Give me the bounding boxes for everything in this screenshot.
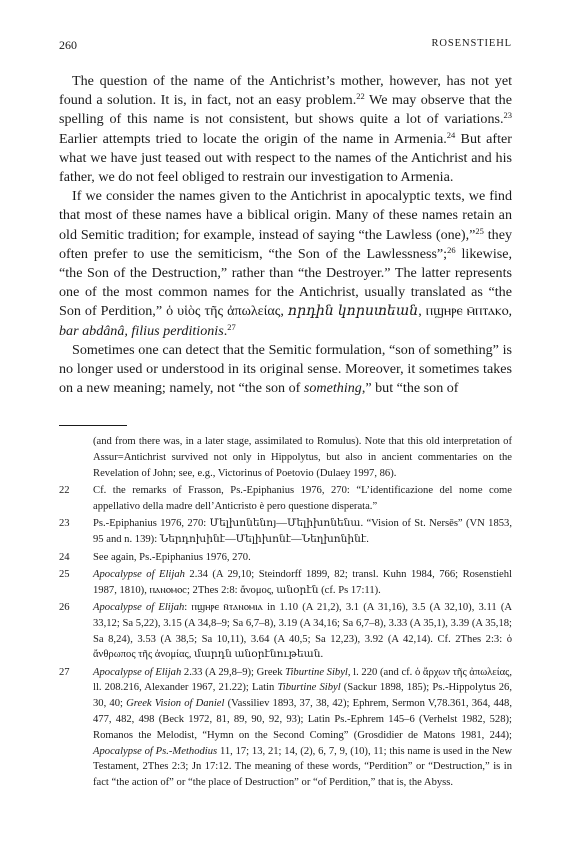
footnote-ref-26[interactable]: 26 <box>447 244 456 255</box>
work-title: Apocalypse of Elijah <box>93 568 185 580</box>
footnote-text: 2.34 (A 29,10; Steindorff 1899, 82; transl. Kuhn 1984, 766; Rosenstiehl 1987, 1810), ⲡⲁⲛⲟⲙⲟⲥ; 2Thes 2:8: ἄνομος, անօրէն (cf. Ps 17:11). <box>93 568 513 596</box>
footnote-number: 25 <box>59 568 70 580</box>
text-run: . <box>223 322 228 339</box>
text-run: likewise, “the Son of the Destruction,” rather than “the Destroyer.” The latter represents one of the most common names for the Antichrist, usually translated as “the Son of Perdition,” ὁ υἱὸς τῆς ἀπωλείας, <box>59 245 512 320</box>
text-run: The question of the name of the Antichrist’s mother, however, has not yet found a solution. It is, in fact, not an easy problem. <box>59 73 512 109</box>
running-head <box>59 38 512 52</box>
emphasis: something <box>303 380 362 397</box>
footnote-ref-22[interactable]: 22 <box>356 91 365 102</box>
footnote-text: See again, Ps.-Epiphanius 1976, 270. <box>93 551 251 563</box>
work-title: Apocalypse of Ps.-Methodius <box>93 745 218 757</box>
footnote-number: 26 <box>59 601 70 613</box>
footnote-text: 2.33 (A 29,8–9); Greek <box>181 666 286 678</box>
armenian-term: որդին կորստեան <box>287 303 419 320</box>
page-number: 260 <box>59 38 77 52</box>
paragraph-3 <box>59 341 512 399</box>
footnote-text: (Vassiliev 1893, 37, 38, 42); Ephrem, Sermon V,78.361, 364, 448, 477, 482, 498 (Beck 1972, 81, 89, 90, 92, 93); Latin Ps.-Ephrem 145–6 (Verhelst 1982, 528); Romanos the Melodist, “Hymn on the Second Coming” (Grosdidier de Matons 1981, 244); <box>93 698 512 741</box>
text-run: Earlier attempts tried to locate the origin of the name in Armenia. <box>59 130 447 147</box>
footnote-text: Ps.-Epiphanius 1976, 270: Մելխոնենոյ—Մելիխոնենա. “Vision of St. Nersēs” (VN 1853, 95 and n. 139): Ներդոխինէ—Մելիխոնէ—Նեղխոնինէ. <box>93 518 512 546</box>
footnote-text: (and from there was, in a later stage, assimilated to Romulus). Note that this old interpretation of Assur=Antichrist survived not only in Hippolytus, but also in ancient commentaries on the Revelation of John; see, e.g., Victorinus of Poetovio (Dulaey 1997, 86). <box>93 436 512 479</box>
text-run: Sometimes one can detect that the Semitic formulation, “son of something” is no longer used or understood in its original sense. Moreover, it sometimes takes on a new meaning; namely, not “the son of <box>59 341 512 397</box>
text-run: ,” but “the son of <box>361 380 459 397</box>
footnote-ref-27[interactable]: 27 <box>227 321 236 332</box>
footnote-ref-24[interactable]: 24 <box>446 129 456 140</box>
text-run: But after what we have just teased out with respect to the names of the Antichrist and his father, we do not feel obliged to restrain our investigation to Armenia. <box>59 130 512 186</box>
work-title: Apocalypse of Elijah <box>93 666 182 678</box>
text-run: If we consider the names given to the Antichrist in apocalyptic texts, we find that most of these names have a biblical origin. Many of these names retain an old Semitic tradition; for example, instead of saying “the Lawless (one),” <box>59 188 512 243</box>
work-title: Apocalypse of Elijah <box>93 601 185 613</box>
footnote-text: Cf. the remarks of Frasson, Ps.-Epiphanius 1976, 270: “L’identificazione del nome come appellativo della madre dell’Anticristo è pero questione disperata.” <box>93 485 512 513</box>
footnote-separator <box>59 425 127 426</box>
footnote-23 <box>59 516 512 548</box>
text-run: We may observe that the spelling of this name is not consistent, but shows quite a lot of variations. <box>59 92 512 128</box>
footnote-ref-25[interactable]: 25 <box>475 225 484 236</box>
work-title: Tiburtine Sibyl <box>277 682 341 694</box>
text-run: they often prefer to use the semiticism, “the Son of the Lawlessness”; <box>59 226 513 262</box>
paragraph-2 <box>59 187 512 341</box>
text-run: , ⲡϣⲏⲣⲉ ⲙ̄ⲡⲧⲁⲕⲟ, <box>418 303 512 320</box>
footnote-number: 22 <box>59 485 70 497</box>
syriac-latin-term: bar abdânâ, filius perditionis <box>59 322 224 339</box>
footnotes <box>59 434 512 793</box>
footnote-text: : ⲡϣⲏⲣⲉ ⲛ̄ⲧⲁⲛⲟⲙⲓⲁ in 1.10 (A 21,2), 3.1 (A 31,16), 3.5 (A 32,10), 3.11 (A 33,12; Sa 5,22), 3.15 (A 34,8–9; Sa 6,7–8), 3.19 (A 34,16; Sa 6,7–8), 3.33 (A 35,1), 3.39 (A 35,18; Sa 8,24), 3.53 (A 38,5; Sa 10,11), 3.64 (A 40,5; Sa 12,23), 3.92 (A 42,14). Cf. 2Thes 2:3: ὁ ἄνθρωπος τῆς ἀνομίας, մարդն անօրէնութեան. <box>93 601 512 661</box>
footnote-25 <box>59 567 512 599</box>
footnote-continuation <box>59 434 512 481</box>
footnote-27 <box>59 665 512 791</box>
work-title: Greek Vision of Daniel <box>126 698 225 710</box>
footnote-number: 23 <box>59 518 70 530</box>
paragraph-1 <box>59 72 512 187</box>
footnote-text: 11, 17; 13, 21; 14, (2), 6, 7, 9, (10), 11; this name is used in the New Testament, 2Thes 2:3; Jn 17:12. The meaning of these words, “Perdition” or “Destruction,” is in fact “the action of” or “the place of Destruction” or “of Perdition,” that is, the Abyss. <box>93 745 512 789</box>
footnote-24 <box>59 550 512 566</box>
footnote-ref-23[interactable]: 23 <box>503 110 512 121</box>
footnote-text: , l. 220 (and cf. ὁ ἄρχων τῆς ἀπωλείας, ll. 208.216, Alexander 1967, 21.22); Latin <box>93 666 513 694</box>
footnote-number: 27 <box>59 666 70 678</box>
footnote-22 <box>59 483 512 515</box>
main-text <box>59 72 512 398</box>
footnote-number: 24 <box>59 551 70 563</box>
footnote-text: (Sackur 1898, 185); Ps.-Hippolytus 26, 30, 40; <box>93 682 512 710</box>
work-title: Tiburtine Sibyl <box>285 666 348 678</box>
running-title: ROSENSTIEHL <box>431 38 512 49</box>
footnote-26 <box>59 600 512 663</box>
